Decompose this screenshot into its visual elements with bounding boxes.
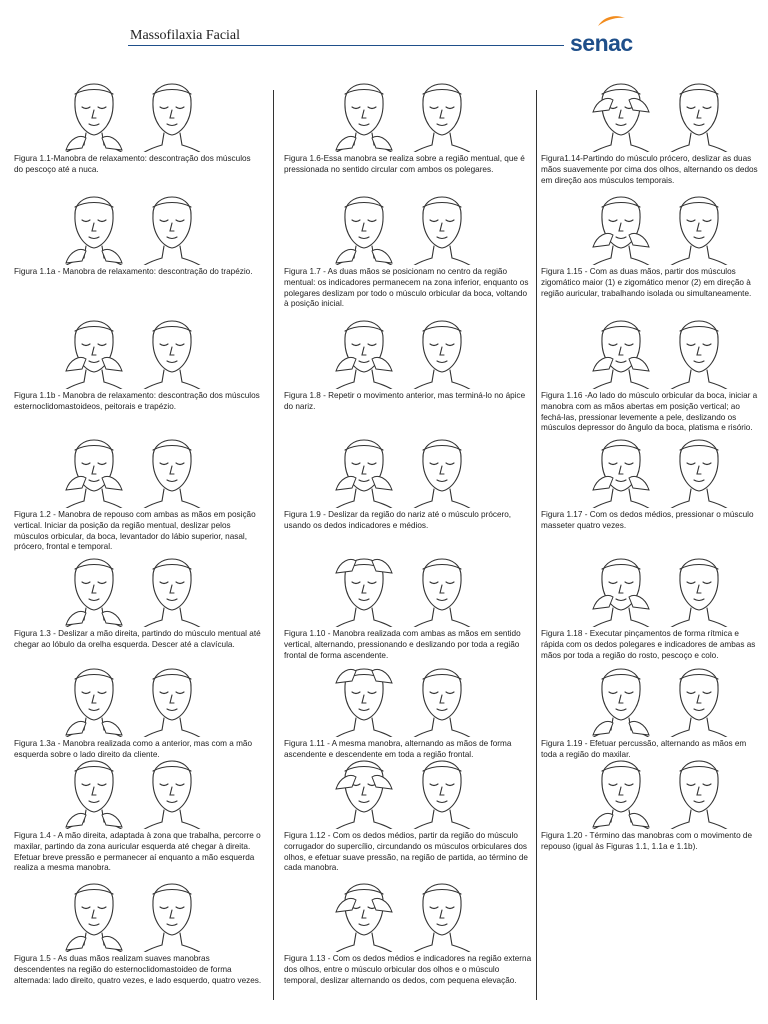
- massage-illustration: [541, 436, 761, 508]
- figure-entry: [14, 665, 262, 761]
- figure-caption: Figura 1.19 - Efetuar percussão, alternando as mãos em toda a região do maxilar.: [541, 739, 747, 759]
- figure-entry: [541, 436, 761, 532]
- massage-illustration: [14, 757, 262, 829]
- figure-entry: [284, 665, 532, 761]
- massage-illustration: [14, 880, 262, 952]
- face-illustration-left: [62, 669, 126, 737]
- face-illustration-left: [62, 884, 126, 952]
- figure-entry: [14, 880, 262, 986]
- figure-caption: Figura 1.12 - Com os dedos médios, partir da região do músculo corrugador do supercílio, circundando os músculos orbiculares dos olhos, e efetuar suave pressão, na região de partida, ao término de cada manobra.: [284, 831, 528, 873]
- face-illustration-left: [589, 761, 653, 829]
- face-illustration-right: [140, 84, 204, 152]
- massage-illustration: [284, 665, 532, 737]
- figure-entry: [14, 757, 262, 874]
- face-illustration-right: [140, 669, 204, 737]
- face-illustration-left: [332, 197, 396, 265]
- massage-illustration: [14, 555, 262, 627]
- face-illustration-right: [667, 669, 731, 737]
- face-illustration-right: [140, 321, 204, 389]
- massage-illustration: [14, 317, 262, 389]
- face-illustration-right: [140, 761, 204, 829]
- massage-illustration: [284, 317, 532, 389]
- figure-entry: [541, 555, 761, 661]
- face-illustration-right: [667, 761, 731, 829]
- figure-caption: Figura 1.8 - Repetir o movimento anterior, mas terminá-lo no ápice do nariz.: [284, 391, 526, 411]
- figure-entry: [284, 757, 532, 874]
- figure-caption: Figura 1.5 - As duas mãos realizam suaves manobras descendentes na região do esternoclidomastoideo de forma alternada: lado direito, quatro vezes, e lado esquerdo, quatro vezes.: [14, 954, 262, 985]
- massage-illustration: [14, 665, 262, 737]
- face-illustration-right: [140, 440, 204, 508]
- massage-illustration: [284, 193, 532, 265]
- figure-entry: [541, 665, 761, 761]
- massage-illustration: [284, 80, 532, 152]
- page-title: Massofilaxia Facial: [130, 28, 241, 43]
- face-illustration-right: [667, 321, 731, 389]
- face-illustration-right: [667, 84, 731, 152]
- face-illustration-left: [589, 440, 653, 508]
- figure-caption: Figura1.14-Partindo do músculo prócero, deslizar as duas mãos suavemente por cima dos olhos, alternando os dedos em direção aos músculos temporais.: [541, 154, 758, 185]
- figure-caption: Figura 1.6-Essa manobra se realiza sobre a região mentual, que é pressionada no sentido circular com ambos os polegares.: [284, 154, 525, 174]
- figure-entry: [541, 757, 761, 853]
- column-divider: [536, 90, 537, 1000]
- column-divider: [273, 90, 274, 1000]
- figure-caption: Figura 1.3a - Manobra realizada como a anterior, mas com a mão esquerda sobre o lado direito da cliente.: [14, 739, 253, 759]
- figure-entry: [541, 80, 761, 186]
- face-illustration-right: [410, 84, 474, 152]
- face-illustration-right: [410, 559, 474, 627]
- massage-illustration: [541, 555, 761, 627]
- face-illustration-left: [62, 84, 126, 152]
- face-illustration-right: [410, 884, 474, 952]
- figure-entry: [284, 555, 532, 661]
- figure-caption: Figura 1.1b - Manobra de relaxamento: descontração dos músculos esternoclidomastoideos, peitorais e trapézio.: [14, 391, 260, 411]
- figure-caption: Figura 1.1-Manobra de relaxamento: descontração dos músculos do pescoço até a nuca.: [14, 154, 251, 174]
- face-illustration-right: [667, 559, 731, 627]
- logo-wordmark: senac: [570, 30, 633, 56]
- face-illustration-right: [410, 321, 474, 389]
- figure-entry: [284, 436, 532, 532]
- face-illustration-left: [332, 559, 396, 627]
- face-illustration-right: [410, 669, 474, 737]
- figure-caption: Figura 1.18 - Executar pinçamentos de forma rítmica e rápida com os dedos polegares e indicadores de ambas as mãos por toda a região do rosto, pescoço e colo.: [541, 629, 756, 660]
- figure-entry: [284, 80, 532, 176]
- face-illustration-right: [140, 197, 204, 265]
- massage-illustration: [541, 317, 761, 389]
- face-illustration-left: [332, 321, 396, 389]
- header-rule: [128, 45, 564, 46]
- figure-entry: [14, 317, 262, 413]
- figure-entry: [14, 80, 262, 176]
- face-illustration-left: [332, 761, 396, 829]
- face-illustration-left: [62, 440, 126, 508]
- figure-entry: [14, 555, 262, 651]
- massage-illustration: [284, 436, 532, 508]
- face-illustration-right: [140, 559, 204, 627]
- figure-caption: Figura 1.9 - Deslizar da região do nariz até o músculo prócero, usando os dedos indicadores e médios.: [284, 510, 512, 530]
- figure-entry: [541, 193, 761, 299]
- massage-illustration: [541, 80, 761, 152]
- face-illustration-left: [332, 669, 396, 737]
- face-illustration-right: [667, 197, 731, 265]
- face-illustration-left: [589, 559, 653, 627]
- figure-entry: [284, 193, 532, 310]
- massage-illustration: [284, 757, 532, 829]
- massage-illustration: [284, 880, 532, 952]
- face-illustration-right: [410, 761, 474, 829]
- figure-caption: Figura 1.13 - Com os dedos médios e indicadores na região externa dos olhos, entre o músculo orbicular dos olhos e o músculo temporal, deslizar alternando os dedos, com pequena elevação.: [284, 954, 532, 985]
- figure-entry: [14, 436, 262, 553]
- figure-caption: Figura 1.16 -Ao lado do músculo orbicular da boca, iniciar a manobra com as mãos abertas em posição vertical; ao fechá-las, pressionar levemente a pele, deslizando os músculos depressor do ângulo da boca, platisma e risório.: [541, 391, 758, 433]
- figure-caption: Figura 1.17 - Com os dedos médios, pressionar o músculo masseter quatro vezes.: [541, 510, 754, 530]
- face-illustration-left: [62, 321, 126, 389]
- massage-illustration: [284, 555, 532, 627]
- massage-illustration: [541, 665, 761, 737]
- face-illustration-left: [589, 321, 653, 389]
- face-illustration-left: [62, 761, 126, 829]
- massage-illustration: [541, 193, 761, 265]
- face-illustration-left: [62, 559, 126, 627]
- figure-entry: [284, 317, 532, 413]
- face-illustration-left: [589, 84, 653, 152]
- face-illustration-left: [332, 440, 396, 508]
- face-illustration-right: [140, 884, 204, 952]
- massage-illustration: [14, 193, 262, 265]
- massage-illustration: [14, 80, 262, 152]
- massage-illustration: [14, 436, 262, 508]
- figure-caption: Figura 1.10 - Manobra realizada com ambas as mãos em sentido vertical, alternando, pressionando e deslizando por toda a região frontal de forma ascendente.: [284, 629, 521, 660]
- face-illustration-left: [589, 197, 653, 265]
- figure-caption: Figura 1.1a - Manobra de relaxamento: descontração do trapézio.: [14, 267, 253, 276]
- figure-caption: Figura 1.7 - As duas mãos se posicionam no centro da região mentual: os indicadores permanecem na zona inferior, enquanto os polegares deslizam por todo o músculo orbicular da boca, voltando à posição inicial.: [284, 267, 529, 309]
- face-illustration-left: [332, 884, 396, 952]
- face-illustration-right: [410, 197, 474, 265]
- figure-caption: Figura 1.15 - Com as duas mãos, partir dos músculos zigomático maior (1) e zigomático menor (2) em direção à região auricular, trabalhando isolada ou simultaneamente.: [541, 267, 752, 298]
- figure-entry: [541, 317, 761, 434]
- figure-caption: Figura 1.3 - Deslizar a mão direita, partindo do músculo mentual até chegar ao lóbulo da orelha esquerda. Descer até a clavícula.: [14, 629, 261, 649]
- senac-logo: [570, 14, 650, 54]
- figure-caption: Figura 1.20 - Término das manobras com o movimento de repouso (igual às Figuras 1.1, 1.1a e 1.1b).: [541, 831, 752, 851]
- figure-entry: [284, 880, 532, 986]
- logo-swoosh-icon: [596, 14, 626, 28]
- figure-caption: Figura 1.4 - A mão direita, adaptada à zona que trabalha, percorre o maxilar, partindo da zona auricular esquerda até chegar à direita. Efetuar breve pressão e permanecer aí enquanto a mão esquerda realiza a mesma manobra.: [14, 831, 261, 873]
- face-illustration-left: [62, 197, 126, 265]
- massage-illustration: [541, 757, 761, 829]
- figure-caption: Figura 1.11 - A mesma manobra, alternando as mãos de forma ascendente e descendente em toda a região frontal.: [284, 739, 512, 759]
- figure-caption: Figura 1.2 - Manobra de repouso com ambas as mãos em posição vertical. Iniciar da posição da região mentual, deslizar pelos músculos orbicular, da boca, levantador do lábio superior, nasal, prócero, frontal e temporal.: [14, 510, 256, 552]
- face-illustration-right: [410, 440, 474, 508]
- face-illustration-left: [332, 84, 396, 152]
- face-illustration-right: [667, 440, 731, 508]
- face-illustration-left: [589, 669, 653, 737]
- figure-entry: [14, 193, 262, 278]
